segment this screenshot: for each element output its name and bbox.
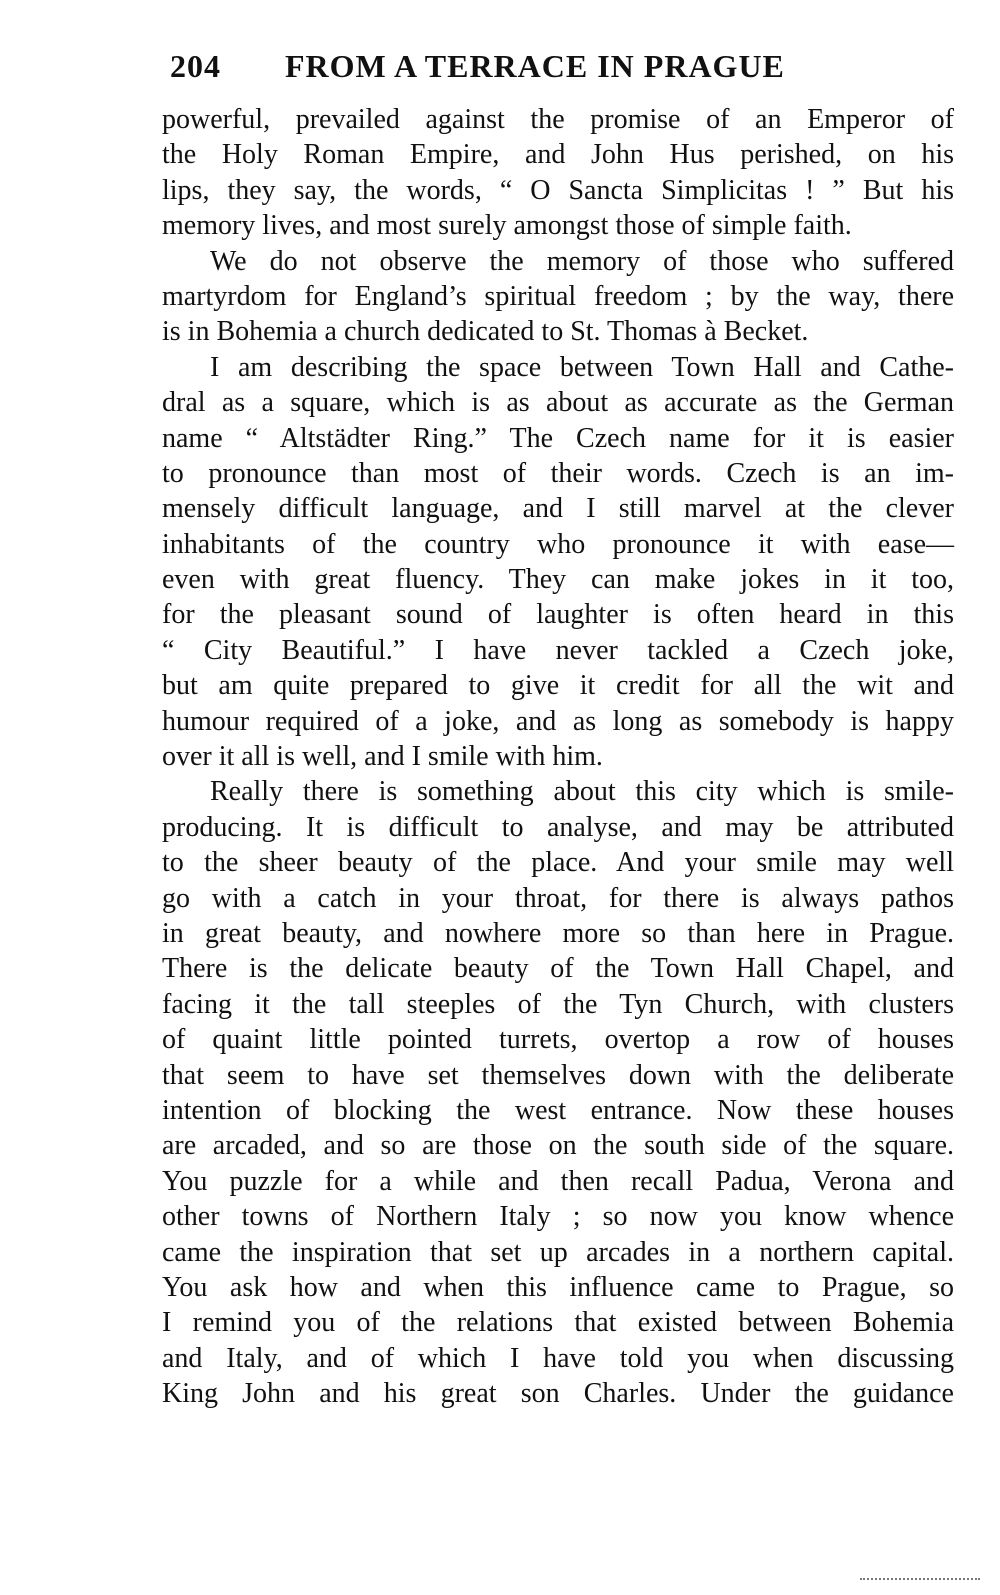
text-line: You puzzle for a while and then recall Padua, Verona and xyxy=(162,1165,954,1197)
text-line: I am describing the space between Town Hall and Cathe- xyxy=(210,351,954,383)
text-line: martyrdom for England’s spiritual freedom ; by the way, there xyxy=(162,280,954,312)
page-number: 204 xyxy=(170,48,221,84)
text-line: “ City Beautiful.” I have never tackled a Czech joke, xyxy=(162,634,954,666)
text-line: in great beauty, and nowhere more so than here in Prague. xyxy=(162,917,954,949)
text-line: intention of blocking the west entrance. Now these houses xyxy=(162,1094,954,1126)
text-line: inhabitants of the country who pronounce it with ease— xyxy=(162,528,954,560)
text-line: and Italy, and of which I have told you when discussing xyxy=(162,1342,954,1374)
text-line: for the pleasant sound of laughter is often heard in this xyxy=(162,599,954,631)
text-line: even with great fluency. They can make jokes in it too, xyxy=(162,564,954,596)
text-line: King John and his great son Charles. Under the guidance xyxy=(162,1378,954,1410)
text-line: powerful, prevailed against the promise of an Emperor of xyxy=(162,104,954,135)
text-line: We do not observe the memory of those who suffered xyxy=(210,245,954,277)
text-line: is in Bohemia a church dedicated to St. Thomas à Becket. xyxy=(162,316,809,348)
text-line: I remind you of the relations that existed between Bohemia xyxy=(162,1307,954,1339)
running-head xyxy=(170,44,860,88)
text-line: that seem to have set themselves down with the deliberate xyxy=(162,1059,954,1091)
text-line: lips, they say, the words, “ O Sancta Simplicitas ! ” But his xyxy=(162,174,954,206)
text-line: name “ Altstädter Ring.” The Czech name for it is easier xyxy=(162,422,954,454)
text-line: came the inspiration that set up arcades in a northern capital. xyxy=(162,1236,954,1268)
text-line: the Holy Roman Empire, and John Hus perished, on his xyxy=(162,139,954,171)
text-line: to the sheer beauty of the place. And your smile may well xyxy=(162,847,954,879)
text-line: go with a catch in your throat, for there is always pathos xyxy=(162,882,954,914)
text-line: but am quite prepared to give it credit for all the wit and xyxy=(162,670,954,702)
text-line: to pronounce than most of their words. Czech is an im- xyxy=(162,457,954,489)
text-line: memory lives, and most surely amongst those of simple faith. xyxy=(162,210,852,242)
text-line: over it all is well, and I smile with him. xyxy=(162,741,603,773)
text-line: You ask how and when this influence came to Prague, so xyxy=(162,1271,954,1303)
text-line: Really there is something about this city which is smile- xyxy=(210,776,954,808)
body-text xyxy=(162,102,954,1411)
footer-rule xyxy=(860,1578,980,1580)
text-line: mensely difficult language, and I still marvel at the clever xyxy=(162,493,954,525)
text-line: producing. It is difficult to analyse, and may be attributed xyxy=(162,811,954,843)
text-line: facing it the tall steeples of the Tyn Church, with clusters xyxy=(162,988,954,1020)
text-line: are arcaded, and so are those on the south side of the square. xyxy=(162,1130,954,1162)
text-line: other towns of Northern Italy ; so now you know whence xyxy=(162,1201,954,1233)
text-line: dral as a square, which is as about as accurate as the German xyxy=(162,387,954,419)
running-title: FROM A TERRACE IN PRAGUE xyxy=(285,48,785,84)
text-line: There is the delicate beauty of the Town Hall Chapel, and xyxy=(162,953,954,985)
text-line: humour required of a joke, and as long as somebody is happy xyxy=(162,705,954,737)
text-line: of quaint little pointed turrets, overtop a row of houses xyxy=(162,1024,954,1056)
